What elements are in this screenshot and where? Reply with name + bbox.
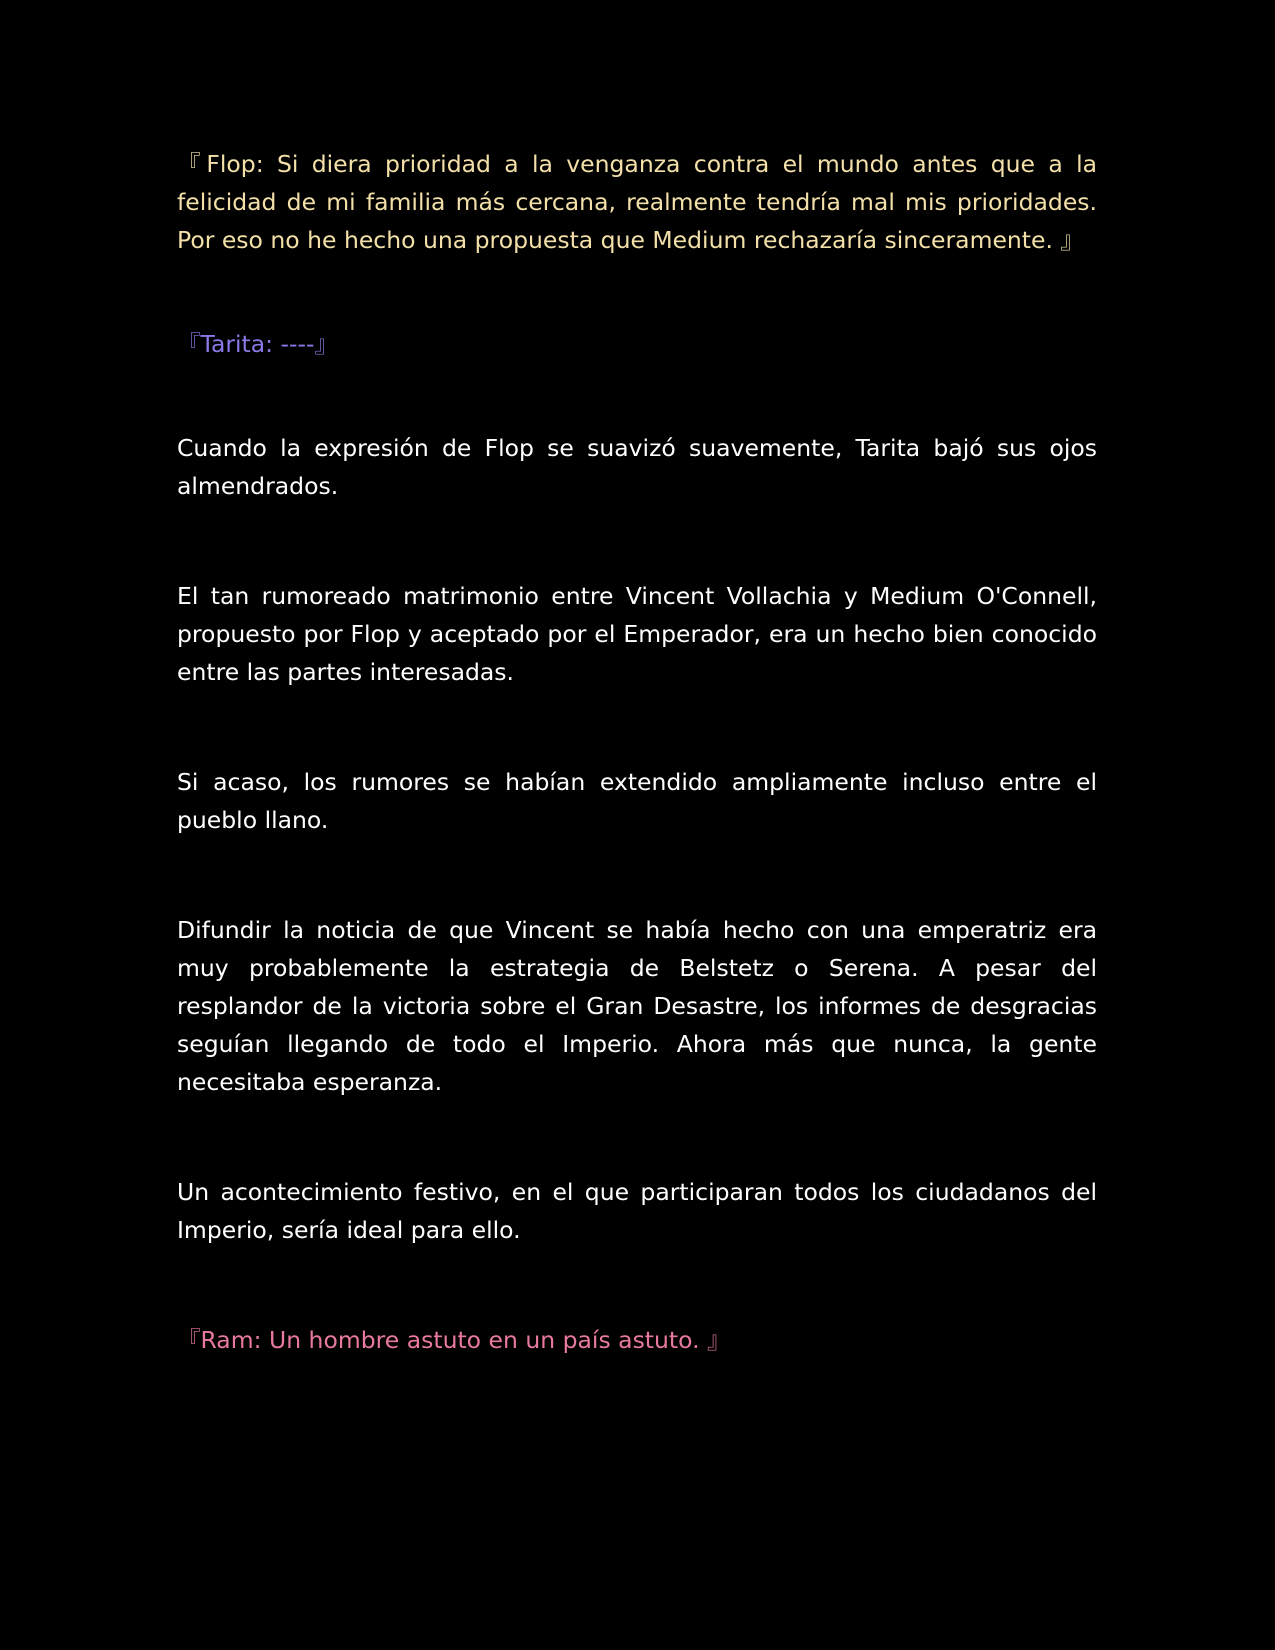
narration-paragraph: Si acaso, los rumores se habían extendido ampliamente incluso entre el pueblo llano. (177, 768, 1097, 834)
dialogue-tarita: 『Tarita: ----』 (177, 330, 338, 358)
narration-paragraph: Difundir la noticia de que Vincent se había hecho con una emperatriz era muy probablemente la estrategia de Belstetz o Serena. A pesar del resplandor de la victoria sobre el Gran Desastre, los informes de desgracias seguían llegando de todo el Imperio. Ahora más que nunca, la gente necesitaba esperanza. (177, 916, 1097, 1096)
dialogue-ram: 『Ram: Un hombre astuto en un país astuto. 』 (177, 1326, 731, 1354)
document-page (177, 145, 1097, 1359)
narration-paragraph: El tan rumoreado matrimonio entre Vincent Vollachia y Medium O'Connell, propuesto por Flop y aceptado por el Emperador, era un hecho bien conocido entre las partes interesadas. (177, 582, 1097, 686)
dialogue-flop: 『Flop: Si diera prioridad a la venganza contra el mundo antes que a la felicidad de mi familia más cercana, realmente tendría mal mis prioridades. Por eso no he hecho una propuesta que Medium rechazaría sinceramente. 』 (177, 150, 1097, 254)
narration-paragraph: Un acontecimiento festivo, en el que participaran todos los ciudadanos del Imperio, sería ideal para ello. (177, 1178, 1097, 1244)
narration-paragraph: Cuando la expresión de Flop se suavizó suavemente, Tarita bajó sus ojos almendrados. (177, 434, 1097, 500)
